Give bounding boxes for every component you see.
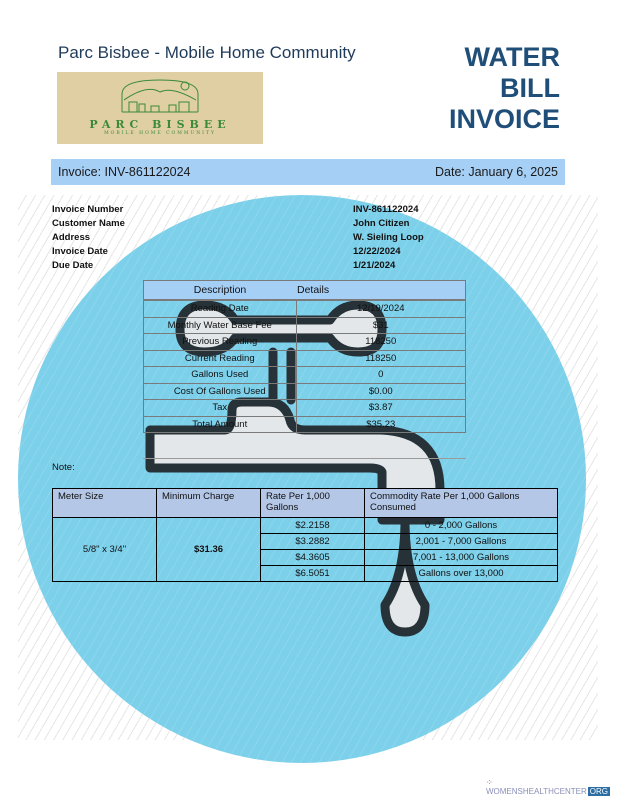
company-logo	[57, 72, 263, 144]
description-cell: Previous Reading	[144, 334, 297, 351]
table-row	[144, 334, 466, 351]
column-header: Commodity Rate Per 1,000 Gallons Consumed	[365, 489, 558, 518]
info-label: Due Date	[52, 260, 94, 271]
logo-title: PARC BISBEE	[89, 118, 231, 131]
rate-cell: $3.2882	[261, 534, 365, 550]
title-line: WATER	[464, 42, 560, 72]
detail-cell: 0	[296, 367, 466, 384]
info-value: 12/22/2024	[353, 246, 401, 257]
note-label: Note:	[52, 462, 75, 473]
range-cell: 2,001 - 7,000 Gallons	[365, 534, 558, 550]
table-row	[144, 300, 466, 317]
customer-info-values	[353, 203, 424, 273]
minimum-charge-cell: $31.36	[157, 518, 261, 582]
footer-tld: ORG	[589, 787, 608, 796]
rate-schedule-table	[52, 488, 558, 582]
range-cell: 7,001 - 13,000 Gallons	[365, 550, 558, 566]
billing-details-table	[143, 280, 466, 433]
table-header-row	[53, 489, 558, 518]
table-row	[144, 383, 466, 400]
column-header: Details	[296, 281, 466, 301]
detail-cell: $31	[296, 317, 466, 334]
table-row	[53, 518, 558, 534]
detail-cell: $35.23	[296, 416, 466, 433]
table-row	[144, 317, 466, 334]
info-label: Address	[52, 232, 91, 243]
title-line: INVOICE	[448, 104, 560, 134]
logo-subtitle: MOBILE HOME COMMUNITY	[104, 131, 216, 136]
description-cell: Current Reading	[144, 350, 297, 367]
document-title	[430, 42, 560, 135]
column-header: Minimum Charge	[157, 489, 261, 518]
description-cell: Reading Date	[144, 300, 297, 317]
table-row	[144, 400, 466, 417]
meter-size-cell: 5/8" x 3/4"	[53, 518, 157, 582]
column-header: Rate Per 1,000 Gallons	[261, 489, 365, 518]
table-row	[144, 350, 466, 367]
detail-cell: 118250	[296, 350, 466, 367]
customer-info-labels	[52, 203, 125, 273]
rate-cell: $2.2158	[261, 518, 365, 534]
description-cell: Tax	[144, 400, 297, 417]
company-name: Parc Bisbee - Mobile Home Community	[58, 43, 356, 62]
column-header: Description	[144, 281, 297, 301]
info-value: W. Sieling Loop	[353, 232, 424, 243]
invoice-summary-band	[51, 159, 565, 185]
info-value: INV-861122024	[353, 204, 419, 215]
invoice-number-label: Invoice: INV-861122024	[58, 165, 191, 179]
info-label: Invoice Date	[52, 246, 108, 257]
footer-watermark[interactable]	[486, 778, 617, 796]
description-cell: Cost Of Gallons Used	[144, 383, 297, 400]
description-cell: Total Amount	[144, 416, 297, 433]
info-value: John Citizen	[353, 218, 410, 229]
range-cell: 0 - 2,000 Gallons	[365, 518, 558, 534]
detail-cell: 118250	[296, 334, 466, 351]
invoice-date-label: Date: January 6, 2025	[435, 165, 558, 179]
title-line: BILL	[500, 73, 560, 103]
table-header-row	[144, 281, 466, 301]
range-cell: Gallons over 13,000	[365, 566, 558, 582]
detail-cell: $3.87	[296, 400, 466, 417]
detail-cell: 12/19/2024	[296, 300, 466, 317]
detail-cell: $0.00	[296, 383, 466, 400]
info-value: 1/21/2024	[353, 260, 396, 271]
table-row	[144, 416, 466, 433]
info-label: Invoice Number	[52, 204, 124, 215]
footer-brand: WOMENSHEALTHCENTER	[486, 787, 587, 796]
note-divider	[143, 458, 466, 459]
description-cell: Gallons Used	[144, 367, 297, 384]
rate-cell: $4.3605	[261, 550, 365, 566]
description-cell: Monthly Water Base Fee	[144, 317, 297, 334]
dots-logo-icon: ⁘	[486, 778, 493, 787]
column-header: Meter Size	[53, 489, 157, 518]
table-row	[144, 367, 466, 384]
rate-cell: $6.5051	[261, 566, 365, 582]
info-label: Customer Name	[52, 218, 125, 229]
